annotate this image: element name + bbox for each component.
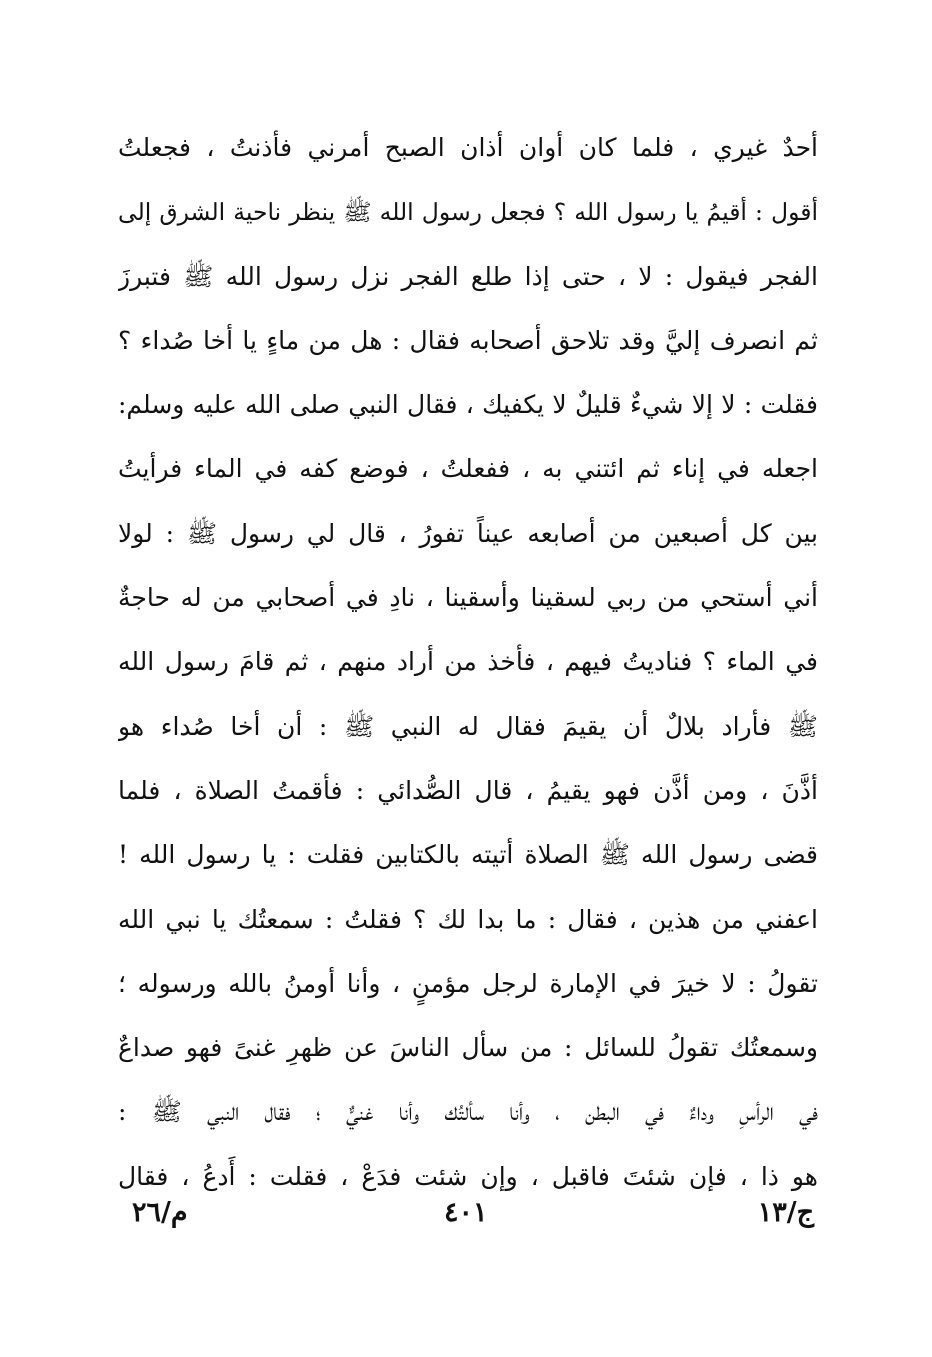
text-line-4: ثم انصرف إليَّ وقد تلاحق أصحابه فقال : هل من ماءٍ يا أخا صُداء ؟ <box>118 325 818 355</box>
text-line-16: في الرأسِ وداءٌ في البطن ، وأنا سألتُك وأنا غنيٌّ ؛ فقال النبي ﷺ : <box>118 1097 818 1127</box>
text-line-7: بين كل أصبعين من أصابعه عيناً تفورُ ، قال لي رسول ﷺ : لولا <box>118 518 818 548</box>
footer-signature-left: م/٢٦ <box>132 1197 188 1228</box>
text-line-10: ﷺ فأراد بلالٌ أن يقيمَ فقال له النبي ﷺ : أن أخا صُداء هو <box>118 711 818 741</box>
text-line-14: تقولُ : لا خيرَ في الإمارة لرجل مؤمنٍ ، وأنا أومنُ بالله ورسوله ؛ <box>118 968 818 998</box>
text-line-9: في الماء ؟ فناديتُ فيهم ، فأخذ من أراد منهم ، ثم قامَ رسول الله <box>118 647 818 677</box>
footer-volume-right: ج/١٣ <box>757 1197 814 1228</box>
page-footer <box>118 1188 818 1238</box>
text-line-8: أني أستحي من ربي لسقينا وأسقينا ، نادِ في أصحابي من له حاجةٌ <box>118 583 818 613</box>
text-line-15: وسمعتُك تقولُ للسائل : من سأل الناسَ عن ظهرِ غنىً فهو صداعٌ <box>118 1033 818 1063</box>
text-line-1: أحدٌ غيري ، فلما كان أوان أذان الصبح أمرني فأذنتُ ، فجعلتُ <box>118 133 818 162</box>
text-line-13: اعفني من هذين ، فقال : ما بدا لك ؟ فقلتُ : سمعتُك يا نبي الله <box>118 904 818 934</box>
text-line-17: هو ذا ، فإن شئتَ فاقبل ، وإن شئت فدَعْ ، فقلت : أَدعُ ، فقال <box>118 1161 818 1191</box>
text-line-2: أقول : أقيمُ يا رسول الله ؟ فجعل رسول الله ﷺ ينظر ناحية الشرق إلى <box>118 198 818 227</box>
text-line-5: فقلت : لا إلا شيءٌ قليلٌ لا يكفيك ، فقال النبي صلى الله عليه وسلم: <box>118 390 818 420</box>
page-number: ٤٠١ <box>444 1197 488 1228</box>
text-line-6: اجعله في إناء ثم ائتني به ، ففعلتُ ، فوضع كفه في الماء فرأيتُ <box>118 454 818 484</box>
text-line-12: قضى رسول الله ﷺ الصلاة أتيته بالكتابين فقلت : يا رسول الله ! <box>118 840 818 870</box>
text-line-11: أذَّنَ ، ومن أذَّن فهو يقيمُ ، قال الصُّدائي : فأقمتُ الصلاة ، فلما <box>118 775 818 805</box>
page-body-text <box>118 116 818 1209</box>
text-line-3: الفجر فيقول : لا ، حتى إذا طلع الفجر نزل رسول الله ﷺ فتبرزَ <box>118 261 818 291</box>
